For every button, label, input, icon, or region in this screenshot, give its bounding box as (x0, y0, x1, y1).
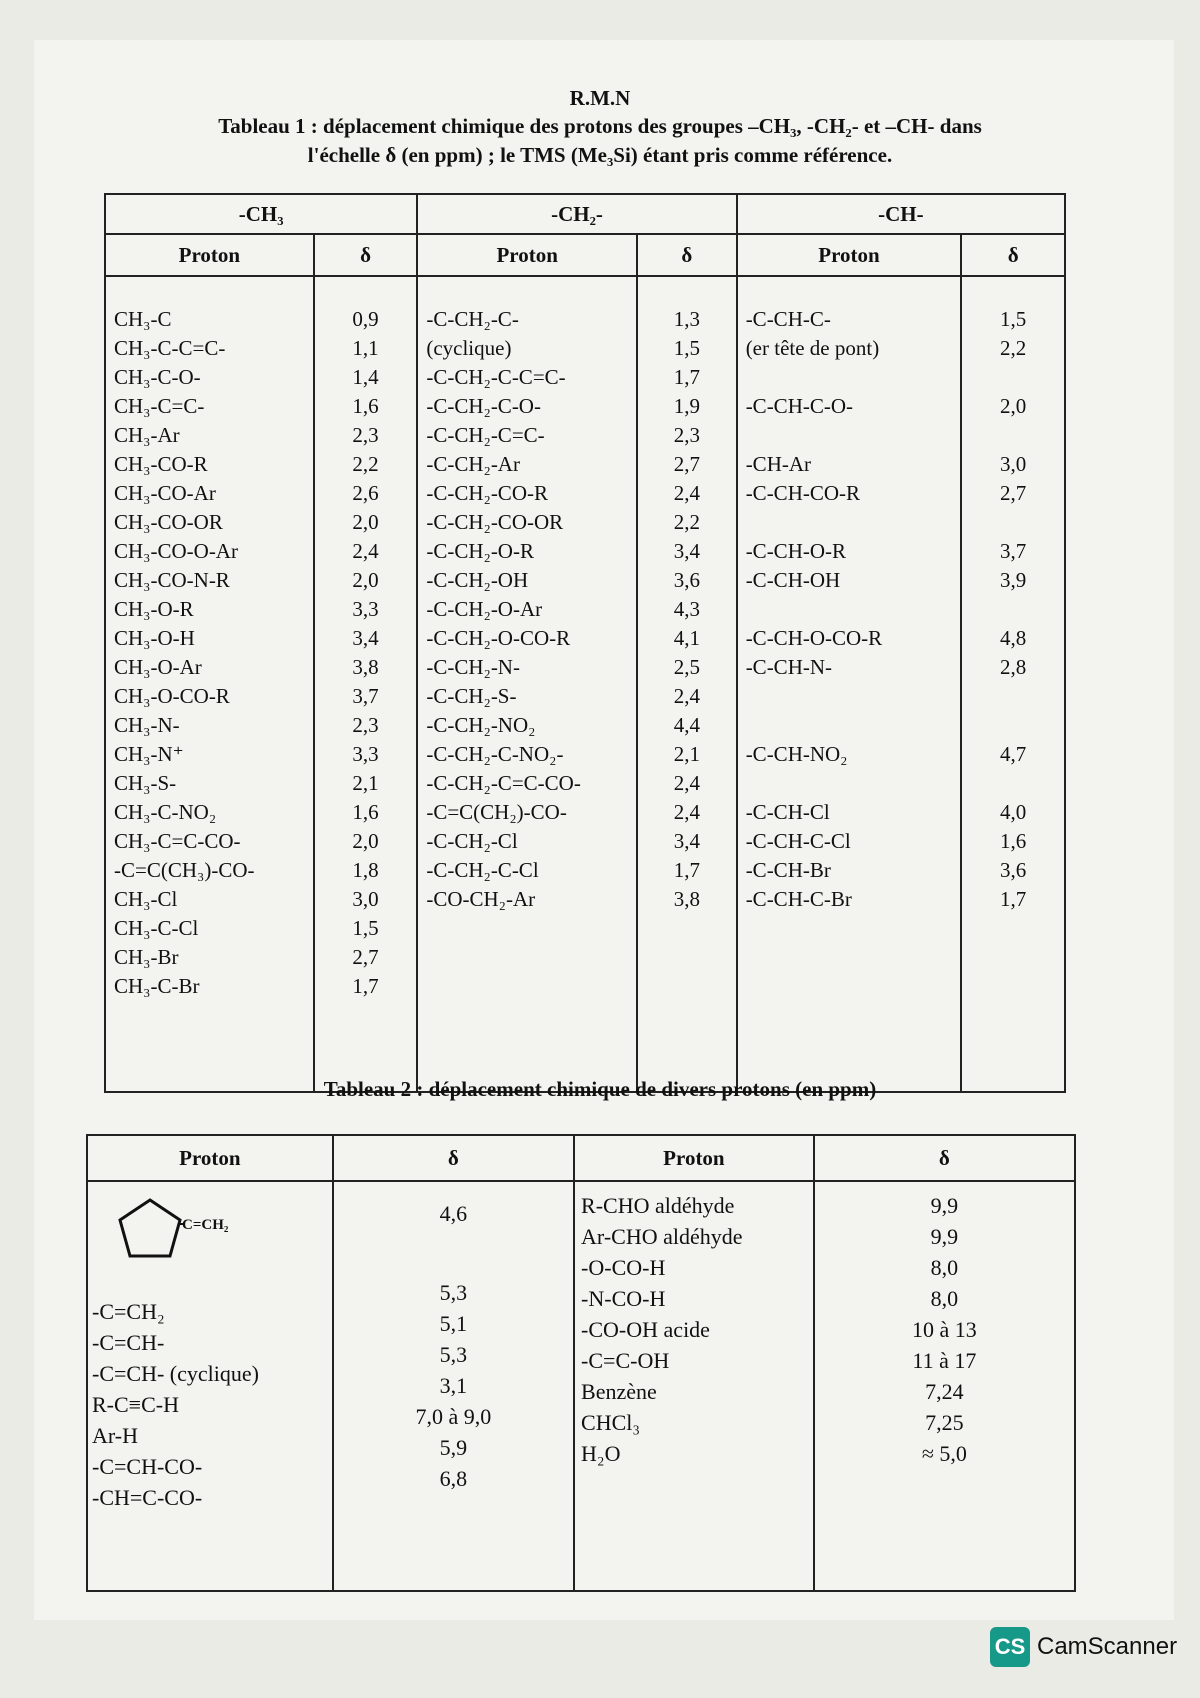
table-cell-proton: CH₃-C-NO₂ (114, 800, 217, 824)
table-cell-proton: H₂O (581, 1441, 621, 1466)
table-cell-delta: 0,9 (352, 307, 379, 331)
table-cell-proton: CH₃-C=C- (114, 394, 205, 418)
table2 (86, 1134, 1076, 1592)
table-cell-delta: 2,3 (352, 713, 379, 737)
table-cell-delta: 6,8 (439, 1466, 468, 1491)
table-cell-delta (962, 711, 1064, 740)
camscanner-brand-name: CamScanner (1037, 1633, 1178, 1660)
table-cell-proton: -C-CH-Br (745, 858, 831, 882)
table-cell-proton: CH₃-O-R (114, 597, 194, 621)
table-cell-proton: -CH=C-CO- (92, 1485, 203, 1510)
table-cell-delta: 3,4 (352, 626, 379, 650)
table-cell-delta: 1,6 (352, 800, 379, 824)
table-cell-proton: -C-CH-C-Cl (745, 829, 851, 853)
table-cell-proton: CH₃-C=C-CO- (114, 829, 241, 853)
table-cell-delta: 1,4 (352, 365, 379, 389)
table-cell-proton: -CO-OH acide (581, 1317, 710, 1342)
table-cell-delta: 4,1 (673, 626, 700, 650)
table-cell-proton: -C-CH₂-CO-R (426, 481, 548, 505)
ch2-proton-column (417, 276, 637, 1092)
table1-caption-line2: l'échelle δ (en ppm) ; le TMS (Me₃Si) étant pris comme référence. (307, 143, 893, 167)
table-cell-delta: 2,0 (352, 568, 379, 592)
table-cell-proton: CH₃-CO-N-R (114, 568, 230, 592)
ring-substituent-label: C=CH₂ (182, 1217, 229, 1233)
table-cell-proton: -O-CO-H (581, 1255, 666, 1280)
table-cell-delta: 1,6 (1000, 829, 1027, 853)
table-cell-delta: 4,8 (1000, 626, 1027, 650)
table-cell-proton: -C-CH₂-C-NO₂- (426, 742, 564, 766)
ch3-proton-column (105, 276, 314, 1092)
table-cell-proton: -C=CH-CO- (92, 1454, 203, 1479)
table-cell-proton: CH₃-N⁺ (114, 742, 184, 766)
table-cell-proton: (cyclique) (426, 336, 512, 360)
table-cell-delta: 2,2 (1000, 336, 1027, 360)
table-cell-delta (962, 363, 1064, 392)
table-cell-proton: Benzène (581, 1379, 657, 1404)
table-cell-delta (334, 1253, 573, 1277)
table-cell-proton: -C-CH-O-R (745, 539, 847, 563)
column-header-delta: δ (814, 1135, 1075, 1181)
column-header-proton: Proton (105, 234, 314, 276)
table2-caption: Tableau 2 : déplacement chimique de divers protons (en ppm) (323, 1077, 877, 1101)
column-header-delta: δ (637, 234, 737, 276)
cyclopentane-ring-icon (92, 1190, 242, 1286)
table-cell-proton: CH₃-O-H (114, 626, 195, 650)
group-header-ch2: -CH₂- (417, 194, 736, 234)
table-cell-delta: 1,7 (352, 974, 379, 998)
table-cell-proton (746, 508, 961, 537)
table-cell-proton: CH₃-CO-Ar (114, 481, 216, 505)
ch-proton-column (737, 276, 962, 1092)
table-cell-proton: -C=CH₂ (92, 1299, 165, 1324)
table-cell-delta: 2,7 (352, 945, 379, 969)
table-cell-delta: 2,7 (673, 452, 700, 476)
table-cell-delta: 11 à 17 (912, 1348, 977, 1373)
table-cell-delta: 2,0 (352, 510, 379, 534)
table-cell-delta: 3,0 (1000, 452, 1027, 476)
table-cell-delta: 3,7 (352, 684, 379, 708)
table-cell-proton: CH₃-C-C=C- (114, 336, 226, 360)
table-cell-proton: -C-CH-CO-R (745, 481, 861, 505)
table-cell-delta: 2,8 (1000, 655, 1027, 679)
group-header-ch3: -CH₃ (105, 194, 417, 234)
table-cell-proton (746, 682, 961, 711)
table-cell-delta: 3,3 (352, 597, 379, 621)
table2-left-proton-list (92, 1296, 332, 1513)
table-cell-delta: 3,0 (352, 887, 379, 911)
table-cell-delta: 9,9 (930, 1224, 959, 1249)
table-cell-proton: -CH-Ar (745, 452, 812, 476)
table-cell-delta: 2,1 (673, 742, 700, 766)
table-cell-delta (962, 508, 1064, 537)
table-cell-proton: -C-CH₂-N- (426, 655, 520, 679)
table-cell-delta: 2,1 (352, 771, 379, 795)
table-cell-delta: 2,0 (1000, 394, 1027, 418)
table-cell-delta: 3,7 (1000, 539, 1027, 563)
table-cell-delta: 1,3 (673, 307, 700, 331)
table-cell-proton: -C=C-OH (581, 1348, 670, 1373)
camscanner-watermark (990, 1626, 1177, 1668)
table-cell-delta: 4,0 (1000, 800, 1027, 824)
table-cell-proton: -C-CH₂-O-R (426, 539, 534, 563)
table-cell-proton: CH₃-Ar (114, 423, 180, 447)
table-cell-proton: -C-CH-O-CO-R (745, 626, 883, 650)
table-cell-proton: CH₃-O-CO-R (114, 684, 230, 708)
table-cell-delta: 4,4 (673, 713, 700, 737)
table-cell-delta: 2,4 (673, 684, 700, 708)
table-cell-proton: CH₃-CO-O-Ar (114, 539, 238, 563)
table-cell-delta: 2,4 (352, 539, 379, 563)
table-cell-proton: -CO-CH₂-Ar (426, 887, 536, 911)
table-cell-delta: 3,6 (1000, 858, 1027, 882)
table2-left-proton-column (87, 1181, 333, 1591)
column-header-proton: Proton (417, 234, 637, 276)
table-cell-delta (962, 769, 1064, 798)
table-cell-delta: 2,0 (352, 829, 379, 853)
table-cell-delta: 1,7 (673, 858, 700, 882)
table2-right-proton-column (574, 1181, 814, 1591)
table-cell-delta: 1,5 (673, 336, 700, 360)
table-cell-delta: 2,4 (673, 800, 700, 824)
table-cell-delta: 3,8 (352, 655, 379, 679)
table2-right-delta-column (814, 1181, 1075, 1591)
table-cell-proton (746, 363, 961, 392)
table-cell-proton: -C-CH₂-S- (426, 684, 517, 708)
table-cell-proton: R-C≡C-H (92, 1392, 179, 1417)
table-cell-proton: -C-CH₂-NO₂ (426, 713, 536, 737)
ch-delta-column (961, 276, 1065, 1092)
camscanner-logo-icon: CS (990, 1627, 1030, 1667)
table-cell-proton: CH₃-O-Ar (114, 655, 202, 679)
column-header-delta: δ (333, 1135, 574, 1181)
table-cell-proton: CH₃-S- (114, 771, 177, 795)
table-cell-proton: -C-CH-OH (745, 568, 841, 592)
ch3-delta-column (314, 276, 418, 1092)
table-cell-delta: 3,6 (673, 568, 700, 592)
table-cell-delta: 1,8 (352, 858, 379, 882)
table-cell-proton (746, 421, 961, 450)
table-cell-proton: CH₃-Cl (114, 887, 178, 911)
table-cell-proton: -C-CH₂-C=C- (426, 423, 545, 447)
table-cell-delta: 3,8 (673, 887, 700, 911)
table-cell-proton: CH₃-C (114, 307, 172, 331)
table-cell-proton: -C-CH₂-C-O- (426, 394, 541, 418)
table-cell-delta: 1,5 (1000, 307, 1027, 331)
table-cell-proton: -C-CH₂-C-C=C- (426, 365, 566, 389)
table-cell-proton: -C-CH₂-Cl (426, 829, 518, 853)
table-cell-delta: 1,5 (352, 916, 379, 940)
table-cell-proton (746, 711, 961, 740)
column-header-proton: Proton (574, 1135, 814, 1181)
table-cell-delta: 2,3 (673, 423, 700, 447)
table-cell-delta: 2,2 (673, 510, 700, 534)
table-cell-proton: -N-CO-H (581, 1286, 666, 1311)
table-cell-proton: CH₃-CO-R (114, 452, 208, 476)
table-cell-proton: R-CHO aldéhyde (581, 1193, 735, 1218)
table-cell-proton: CH₃-Br (114, 945, 179, 969)
table-cell-delta: 3,9 (1000, 568, 1027, 592)
table-cell-delta: 3,1 (439, 1373, 468, 1398)
table-cell-delta: 4,3 (673, 597, 700, 621)
table-cell-delta: 5,1 (439, 1311, 468, 1336)
table-cell-delta: 8,0 (930, 1286, 959, 1311)
table-cell-proton: -C-CH₂-Ar (426, 452, 520, 476)
table-cell-delta: 5,3 (439, 1280, 468, 1305)
table-cell-delta: 8,0 (930, 1255, 959, 1280)
table-cell-proton: CH₃-C-O- (114, 365, 201, 389)
table-cell-proton: -C-CH-Cl (745, 800, 830, 824)
table-cell-proton: -C-CH₂-O-CO-R (426, 626, 571, 650)
table-cell-delta: 3,4 (673, 829, 700, 853)
table-cell-delta: 2,4 (673, 771, 700, 795)
table-cell-delta: 2,4 (673, 481, 700, 505)
table-cell-delta: 7,0 à 9,0 (415, 1404, 492, 1429)
table-cell-proton: -C-CH₂-O-Ar (426, 597, 543, 621)
table-cell-proton: -C-CH₂-C- (426, 307, 519, 331)
table-cell-delta: 1,1 (352, 336, 379, 360)
table-cell-delta: 1,7 (1000, 887, 1027, 911)
table-cell-proton: (er tête de pont) (745, 336, 880, 360)
table-cell-proton: -C-CH₂-C=C-CO- (426, 771, 581, 795)
table-cell-proton: -C-CH-C- (745, 307, 831, 331)
table-cell-delta: 1,6 (352, 394, 379, 418)
table-cell-proton: -C=C(CH₂)-CO- (426, 800, 567, 824)
table-cell-delta: 2,6 (352, 481, 379, 505)
table-cell-delta (334, 1229, 573, 1253)
table-cell-proton: CH₃-CO-OR (114, 510, 223, 534)
table-cell-proton: -C-CH-NO₂ (745, 742, 848, 766)
table-cell-delta: 1,9 (673, 394, 700, 418)
table-cell-proton: -C-CH₂-C-Cl (426, 858, 539, 882)
table-cell-delta: 9,9 (930, 1193, 959, 1218)
table-cell-proton: -C-CH-C-O- (745, 394, 854, 418)
page-title: R.M.N (569, 86, 631, 110)
table-cell-delta: 5,3 (439, 1342, 468, 1367)
table-cell-delta: 10 à 13 (912, 1317, 977, 1342)
column-header-delta: δ (961, 234, 1065, 276)
table-cell-proton: CH₃-C-Cl (114, 916, 199, 940)
table-cell-delta: ≈ 5,0 (921, 1441, 967, 1466)
table-cell-delta: 7,25 (925, 1410, 964, 1435)
column-header-proton: Proton (87, 1135, 333, 1181)
table-cell-delta: 5,9 (439, 1435, 468, 1460)
table-cell-delta: 3,3 (352, 742, 379, 766)
table-cell-delta: 4,7 (1000, 742, 1027, 766)
table-cell-delta: 3,4 (673, 539, 700, 563)
table-cell-delta (962, 421, 1064, 450)
column-header-delta: δ (314, 234, 418, 276)
table-cell-proton: Ar-H (92, 1423, 138, 1448)
table-cell-proton: CH₃-C-Br (114, 974, 200, 998)
table-cell-proton (746, 595, 961, 624)
table-cell-delta: 2,7 (1000, 481, 1027, 505)
table-cell-delta: 7,24 (925, 1379, 964, 1404)
table-cell-proton (746, 769, 961, 798)
table-cell-proton: CHCl₃ (581, 1410, 641, 1435)
table-cell-proton: -C-CH₂-OH (426, 568, 529, 592)
table-cell-proton: CH₃-N- (114, 713, 180, 737)
table-cell-proton: -C=C(CH₃)-CO- (114, 858, 255, 882)
methylenecyclopentane-structure (92, 1190, 332, 1296)
table-cell-delta: 2,2 (352, 452, 379, 476)
table1-caption-line1: Tableau 1 : déplacement chimique des protons des groupes –CH₃, -CH₂- et –CH- dans (218, 114, 982, 138)
table-cell-proton: Ar-CHO aldéhyde (581, 1224, 743, 1249)
table-cell-delta: 2,5 (673, 655, 700, 679)
ch2-delta-column (637, 276, 737, 1092)
column-header-proton: Proton (737, 234, 962, 276)
table-cell-proton: -C-CH-C-Br (745, 887, 852, 911)
table-cell-delta: 2,3 (352, 423, 379, 447)
table-cell-proton: -C=CH- (cyclique) (92, 1361, 259, 1386)
table-cell-proton: -C-CH-N- (745, 655, 833, 679)
table-cell-delta: 4,6 (439, 1201, 468, 1226)
table-cell-proton: -C-CH₂-CO-OR (426, 510, 564, 534)
table-cell-delta (962, 595, 1064, 624)
table-cell-proton: -C=CH- (92, 1330, 165, 1355)
group-header-ch: -CH- (737, 194, 1065, 234)
table-cell-delta: 1,7 (673, 365, 700, 389)
table2-left-delta-column (333, 1181, 574, 1591)
table-cell-delta (962, 682, 1064, 711)
table1 (104, 193, 1066, 1093)
